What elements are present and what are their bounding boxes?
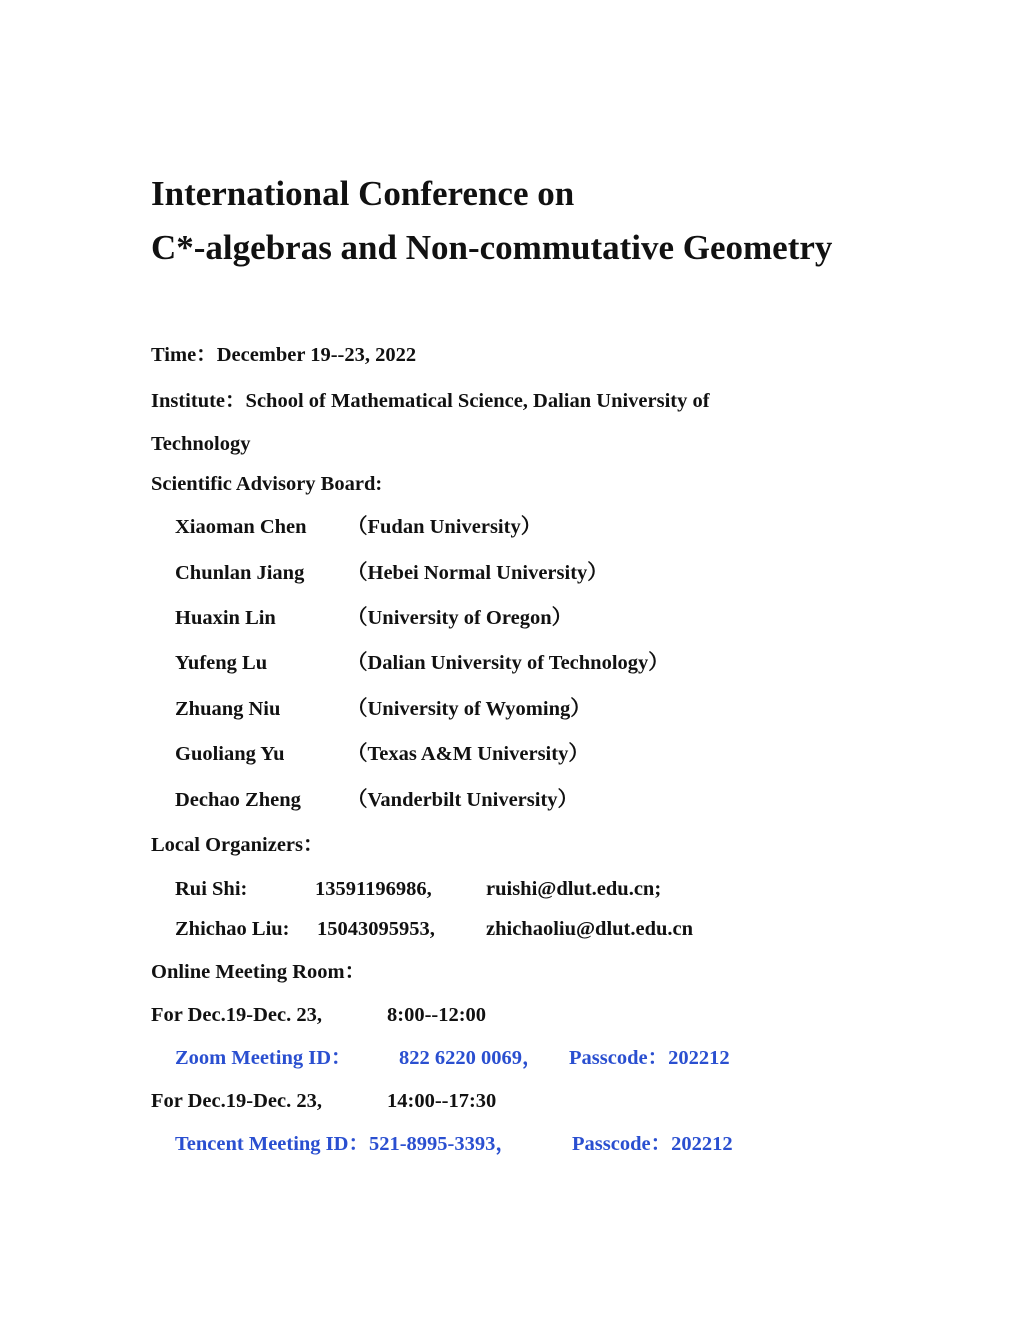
time-row	[151, 345, 416, 366]
advisory-member-affiliation: （Fudan University）	[347, 516, 542, 538]
advisory-member-affiliation: （Hebei Normal University）	[347, 562, 608, 584]
time-label: Time：	[151, 344, 217, 366]
institute-row	[151, 391, 710, 412]
tencent-passcode-label: Passcode：	[572, 1133, 672, 1155]
tencent-meeting-id[interactable]	[175, 1134, 516, 1155]
tencent-passcode-value: 202212	[671, 1133, 733, 1155]
organizer-email[interactable]: ruishi@dlut.edu.cn;	[486, 878, 662, 900]
advisory-member-name: Dechao Zheng	[175, 789, 301, 811]
institute-value-line-2: Technology	[151, 433, 251, 455]
advisory-member-affiliation: （Dalian University of Technology）	[347, 652, 669, 674]
organizer-name: Rui Shi:	[175, 878, 248, 900]
session-time: 8:00--12:00	[387, 1004, 487, 1026]
tencent-passcode	[572, 1134, 733, 1155]
session-time: 14:00--17:30	[387, 1090, 497, 1112]
zoom-passcode	[569, 1048, 730, 1069]
title-line-1: International Conference on	[151, 174, 575, 213]
advisory-member-name: Chunlan Jiang	[175, 562, 305, 584]
advisory-member-affiliation: （Vanderbilt University）	[347, 789, 579, 811]
advisory-member-name: Yufeng Lu	[175, 652, 268, 674]
organizer-phone: 15043095953,	[317, 918, 435, 940]
tencent-meeting-id-value[interactable]: 521-8995-3393，	[368, 1133, 516, 1155]
institute-value: School of Mathematical Science, Dalian University of	[245, 390, 710, 412]
meeting-heading: Online Meeting Room：	[151, 961, 366, 983]
institute-label: Institute：	[151, 390, 246, 412]
organizer-phone: 13591196986,	[315, 878, 432, 900]
organizer-email[interactable]: zhichaoliu@dlut.edu.cn	[486, 918, 694, 940]
advisory-member-affiliation: （Texas A&M University）	[347, 743, 589, 765]
title-line-2: C*-algebras and Non-commutative Geometry	[151, 228, 833, 267]
advisory-member-name: Guoliang Yu	[175, 743, 285, 765]
advisory-member-affiliation: （University of Oregon）	[347, 607, 573, 629]
zoom-passcode-value: 202212	[668, 1047, 730, 1069]
tencent-meeting-id-label: Tencent Meeting ID：	[175, 1133, 369, 1155]
session-dates: For Dec.19-Dec. 23,	[151, 1090, 322, 1112]
organizers-heading: Local Organizers：	[151, 834, 324, 856]
zoom-meeting-id-value[interactable]: 822 6220 0069，	[399, 1047, 543, 1069]
advisory-member-name: Xiaoman Chen	[175, 516, 307, 538]
zoom-meeting-id-label: Zoom Meeting ID：	[175, 1047, 352, 1069]
organizer-name: Zhichao Liu:	[175, 918, 290, 940]
zoom-passcode-label: Passcode：	[569, 1047, 669, 1069]
advisory-member-name: Zhuang Niu	[175, 698, 281, 720]
time-value: December 19--23, 2022	[216, 344, 417, 366]
advisory-member-name: Huaxin Lin	[175, 607, 276, 629]
advisory-heading: Scientific Advisory Board:	[151, 473, 383, 495]
advisory-member-affiliation: （University of Wyoming）	[347, 698, 591, 720]
session-dates: For Dec.19-Dec. 23,	[151, 1004, 322, 1026]
